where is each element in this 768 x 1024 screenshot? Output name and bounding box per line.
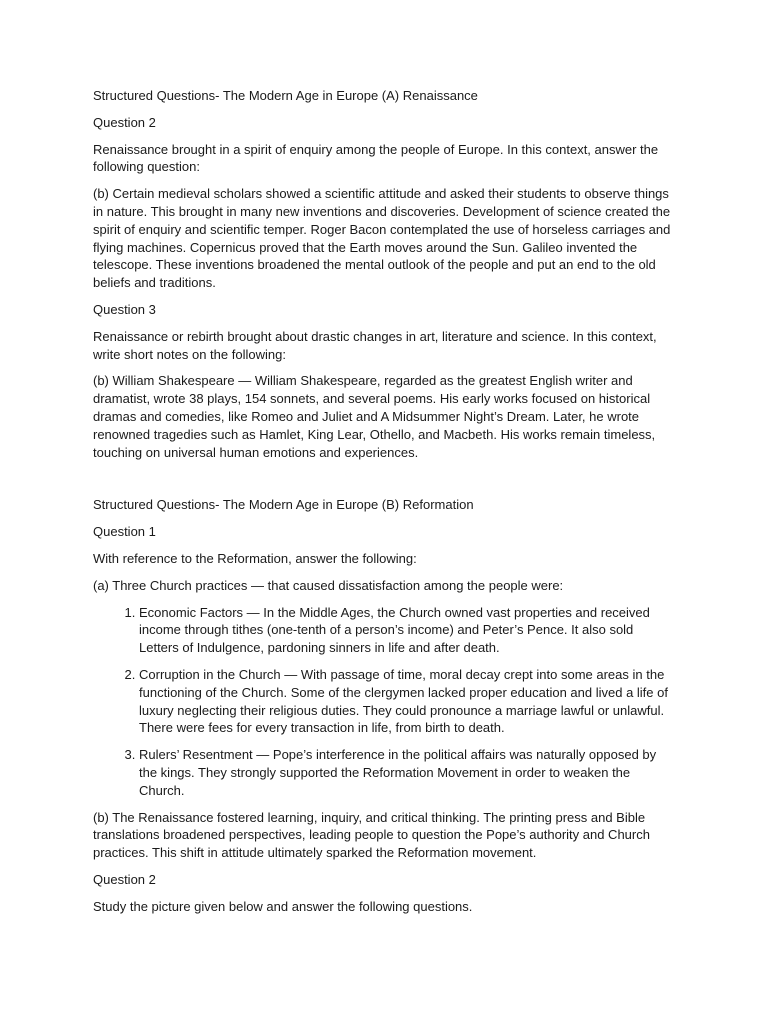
section-b-question-1-label: Question 1 xyxy=(93,524,156,540)
section-b-heading: Structured Questions- The Modern Age in Europe (B) Reformation xyxy=(93,497,474,513)
section-a-question-2-label: Question 2 xyxy=(93,114,156,130)
section-a-question-3-label: Question 3 xyxy=(93,301,156,317)
section-a-question-3-prompt: Renaissance or rebirth brought about drastic changes in art, literature and science. In this context, write short notes on the following: xyxy=(93,328,657,362)
church-practices-list xyxy=(93,604,675,800)
section-a-question-3-answer-b: (b) William Shakespeare — William Shakespeare, regarded as the greatest English writer and dramatist, wrote 38 plays, 154 sonnets, and several poems. His early works focused on historical dramas and comedies, like Romeo and Juliet and A Midsummer Night’s Dream. Later, he wrote renowned tragedies such as Hamlet, King Lear, Othello, and Macbeth. His works remain timeless, touching on universal human emotions and experiences. xyxy=(93,373,656,460)
section-a-heading: Structured Questions- The Modern Age in Europe (A) Renaissance xyxy=(93,88,478,103)
section-a-question-2-prompt: Renaissance brought in a spirit of enquiry among the people of Europe. In this context, answer the following question: xyxy=(93,141,659,175)
section-b-question-2-label: Question 2 xyxy=(93,871,156,887)
list-item: 2. Corruption in the Church — With passage of time, moral decay crept into some areas in the functioning of the Church. Some of the clergymen lacked proper education and lived a life of luxury neglecting their religious duties. They could pronounce a marriage lawful or unlawful. There were fees for every transaction in life, from birth to death. xyxy=(139,666,675,737)
list-item: 1. Economic Factors — In the Middle Ages, the Church owned vast properties and received income through tithes (one-tenth of a person’s income) and Peter’s Pence. It also sold Letters of Indulgence, pardoning sinners in life and after death. xyxy=(139,604,675,657)
section-spacer xyxy=(93,470,675,496)
section-b-question-1-prompt: With reference to the Reformation, answer the following: xyxy=(93,550,417,566)
section-b-question-1-answer-b: (b) The Renaissance fostered learning, inquiry, and critical thinking. The printing press and Bible translations broadened perspectives, leading people to question the Pope’s authority and Church practices. This shift in attitude ultimately sparked the Reformation movement. xyxy=(93,809,650,861)
section-b-question-1-answer-a-intro: (a) Three Church practices — that caused dissatisfaction among the people were: xyxy=(93,577,564,593)
list-item: 3. Rulers’ Resentment — Pope’s interference in the political affairs was naturally opposed by the kings. They strongly supported the Reformation Movement in order to weaken the Church. xyxy=(139,746,675,799)
section-a-question-2-answer-b: (b) Certain medieval scholars showed a scientific attitude and asked their students to observe things in nature. This brought in many new inventions and discoveries. Development of science created the spirit of enquiry and scientific temper. Roger Bacon contemplated the use of horseless carriages and flying machines. Copernicus proved that the Earth moves around the Sun. Galileo invented the telescope. These inventions broadened the mental outlook of the people and put an end to the old beliefs and traditions. xyxy=(93,186,671,291)
section-b-question-2-prompt: Study the picture given below and answer the following questions. xyxy=(93,898,473,914)
